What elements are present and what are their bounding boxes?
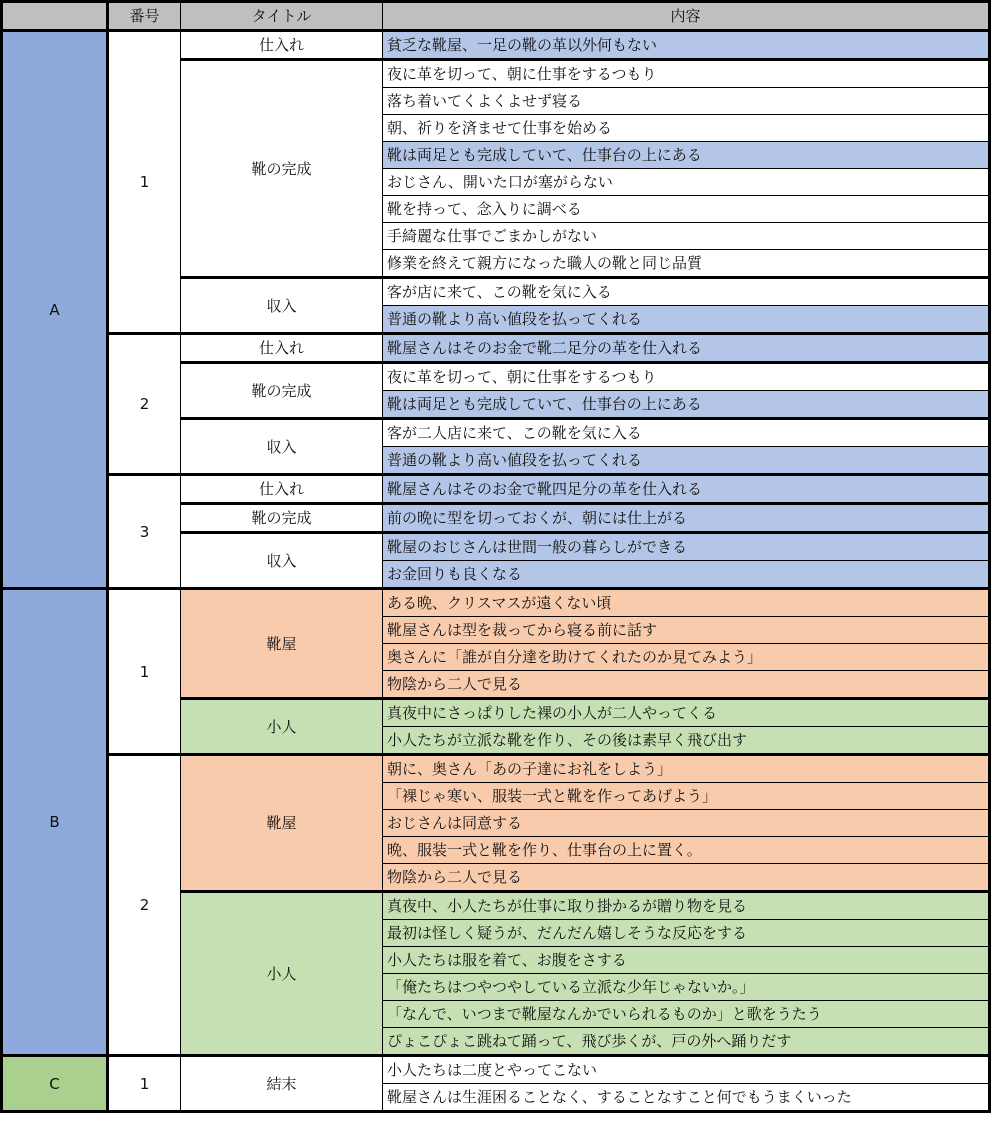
title-cell[interactable]: 仕入れ [181, 334, 383, 363]
content-cell[interactable]: 奥さんに「誰が自分達を助けてくれたのか見てみよう」 [383, 644, 990, 671]
title-cell[interactable]: 小人 [181, 892, 383, 1056]
title-cell[interactable]: 仕入れ [181, 31, 383, 60]
content-cell[interactable]: 真夜中、小人たちが仕事に取り掛かるが贈り物を見る [383, 892, 990, 920]
table-row [2, 31, 990, 60]
content-cell[interactable]: 靴屋さんはそのお金で靴二足分の革を仕入れる [383, 334, 990, 363]
title-cell[interactable]: 結末 [181, 1056, 383, 1112]
content-cell[interactable]: 靴屋のおじさんは世間一般の暮らしができる [383, 533, 990, 561]
content-cell[interactable]: 客が店に来て、この靴を気に入る [383, 278, 990, 306]
content-cell[interactable]: 普通の靴より高い値段を払ってくれる [383, 447, 990, 475]
table-row [2, 1056, 990, 1084]
header-cell-title[interactable]: タイトル [181, 2, 383, 31]
section-label-cell[interactable]: C [2, 1056, 108, 1112]
content-cell[interactable]: 靴屋さんは型を裁ってから寝る前に話す [383, 617, 990, 644]
title-cell[interactable]: 仕入れ [181, 475, 383, 504]
content-cell[interactable]: 夜に革を切って、朝に仕事をするつもり [383, 60, 990, 88]
content-cell[interactable]: ぴょこぴょこ跳ねて踊って、飛び歩くが、戸の外へ踊りだす [383, 1028, 990, 1056]
content-cell[interactable]: 物陰から二人で見る [383, 864, 990, 892]
table-row [2, 475, 990, 504]
content-cell[interactable]: 手綺麗な仕事でごまかしがない [383, 223, 990, 250]
table-body [2, 31, 990, 1112]
header-cell-section[interactable] [2, 2, 108, 31]
content-cell[interactable]: 小人たちは二度とやってこない [383, 1056, 990, 1084]
table-row [2, 755, 990, 783]
title-cell[interactable]: 靴屋 [181, 589, 383, 699]
section-label-cell[interactable]: B [2, 589, 108, 1056]
group-number-cell[interactable]: 2 [108, 755, 181, 1056]
title-cell[interactable]: 収入 [181, 419, 383, 475]
content-cell[interactable]: 貧乏な靴屋、一足の靴の革以外何もない [383, 31, 990, 60]
content-cell[interactable]: 修業を終えて親方になった職人の靴と同じ品質 [383, 250, 990, 278]
content-cell[interactable]: 靴は両足とも完成していて、仕事台の上にある [383, 391, 990, 419]
group-number-cell[interactable]: 2 [108, 334, 181, 475]
content-cell[interactable]: おじさん、開いた口が塞がらない [383, 169, 990, 196]
content-cell[interactable]: 靴は両足とも完成していて、仕事台の上にある [383, 142, 990, 169]
title-cell[interactable]: 収入 [181, 533, 383, 589]
title-cell[interactable]: 靴の完成 [181, 60, 383, 278]
content-cell[interactable]: 靴屋さんは生涯困ることなく、することなすこと何でもうまくいった [383, 1084, 990, 1112]
title-cell[interactable]: 収入 [181, 278, 383, 334]
table-row [2, 334, 990, 363]
header-row [2, 2, 990, 31]
content-cell[interactable]: 靴屋さんはそのお金で靴四足分の革を仕入れる [383, 475, 990, 504]
group-number-cell[interactable]: 3 [108, 475, 181, 589]
group-number-cell[interactable]: 1 [108, 31, 181, 334]
content-cell[interactable]: 落ち着いてくよくよせず寝る [383, 88, 990, 115]
group-number-cell[interactable]: 1 [108, 1056, 181, 1112]
content-cell[interactable]: 晩、服装一式と靴を作り、仕事台の上に置く。 [383, 837, 990, 864]
title-cell[interactable]: 靴の完成 [181, 504, 383, 533]
content-cell[interactable]: 物陰から二人で見る [383, 671, 990, 699]
header-cell-content[interactable]: 内容 [383, 2, 990, 31]
header-cell-number[interactable]: 番号 [108, 2, 181, 31]
title-cell[interactable]: 靴の完成 [181, 363, 383, 419]
content-cell[interactable]: 小人たちは服を着て、お腹をさする [383, 947, 990, 974]
content-cell[interactable]: 「なんで、いつまで靴屋なんかでいられるものか」と歌をうたう [383, 1001, 990, 1028]
content-cell[interactable]: 客が二人店に来て、この靴を気に入る [383, 419, 990, 447]
content-cell[interactable]: 前の晩に型を切っておくが、朝には仕上がる [383, 504, 990, 533]
content-cell[interactable]: おじさんは同意する [383, 810, 990, 837]
table-row [2, 589, 990, 617]
content-cell[interactable]: 普通の靴より高い値段を払ってくれる [383, 306, 990, 334]
content-cell[interactable]: 朝、祈りを済ませて仕事を始める [383, 115, 990, 142]
content-cell[interactable]: 最初は怪しく疑うが、だんだん嬉しそうな反応をする [383, 920, 990, 947]
title-cell[interactable]: 靴屋 [181, 755, 383, 892]
content-cell[interactable]: 朝に、奥さん「あの子達にお礼をしよう」 [383, 755, 990, 783]
section-label-cell[interactable]: A [2, 31, 108, 589]
content-cell[interactable]: ある晩、クリスマスが遠くない頃 [383, 589, 990, 617]
content-cell[interactable]: 夜に革を切って、朝に仕事をするつもり [383, 363, 990, 391]
group-number-cell[interactable]: 1 [108, 589, 181, 755]
content-cell[interactable]: 靴を持って、念入りに調べる [383, 196, 990, 223]
content-cell[interactable]: 真夜中にさっぱりした裸の小人が二人やってくる [383, 699, 990, 727]
content-cell[interactable]: 小人たちが立派な靴を作り、その後は素早く飛び出す [383, 727, 990, 755]
title-cell[interactable]: 小人 [181, 699, 383, 755]
content-cell[interactable]: 「裸じゃ寒い、服装一式と靴を作ってあげよう」 [383, 783, 990, 810]
content-cell[interactable]: お金回りも良くなる [383, 561, 990, 589]
content-cell[interactable]: 「俺たちはつやつやしている立派な少年じゃないか。」 [383, 974, 990, 1001]
